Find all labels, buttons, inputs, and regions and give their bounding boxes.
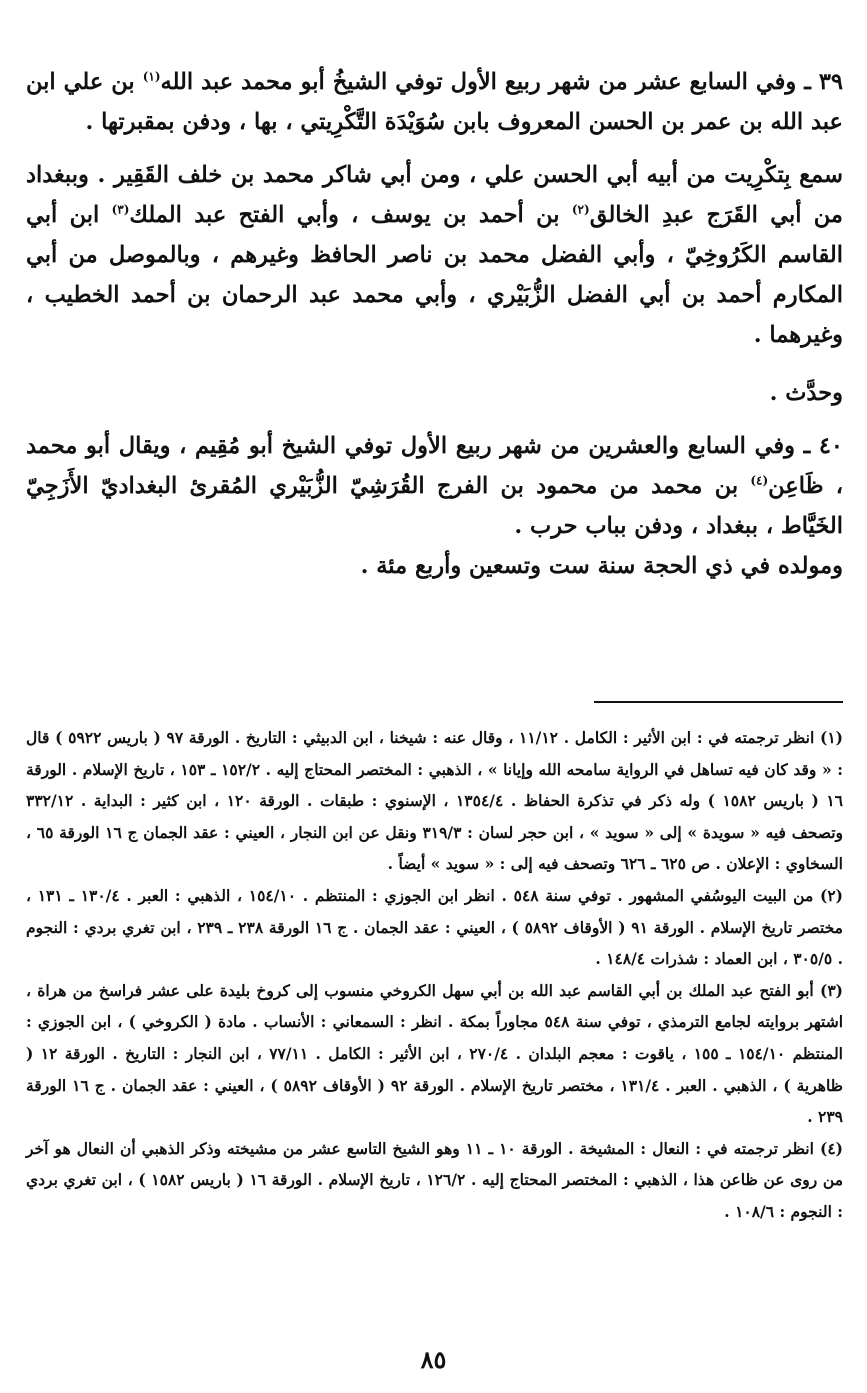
main-text [26, 62, 843, 586]
footnote [26, 722, 843, 880]
footnote [26, 880, 843, 975]
footnote-ref-2: (٢) [571, 202, 590, 217]
entry-text: بن علي ابن عبد الله بن عمر بن الحسن المعروف بابن سُوَيْدَة التَّكْرِيتي ، بها ، ودفن بمقبرتها . [26, 69, 843, 135]
footnote-marker: (٣) [819, 980, 843, 1000]
entry-text: بن محمد من محمود بن الفرج القُرَشِيّ الزُّبَيْري المُقرئ البغداديّ الأَزَجِيّ الخَيَّاط ، ببغداد ، ودفن بباب حرب . [26, 473, 843, 539]
entry-text: ـ وفي السابع عشر من شهر ربيع الأول توفي الشيخُ أبو محمد عبد الله [160, 69, 811, 95]
footnotes [26, 722, 843, 1228]
entry-text: بن أحمد بن يوسف ، وأبي الفتح عبد الملك [129, 202, 560, 228]
footnote-marker: (١) [820, 728, 844, 747]
footnote [26, 1133, 843, 1228]
entry-text: ابن أبي القاسم الكَرُوخِيّ ، وأبي الفضل محمد بن ناصر الحافظ وغيرهم ، وبالموصل من أبي المكارم أحمد بن أبي الفضل الزُّبَيْري ، وأبي محمد عبد الرحمان بن أحمد الخطيب ، وغيرهما . [26, 202, 843, 348]
entry-number: ٤٠ [818, 433, 843, 459]
footnote-text: انظر ترجمته في : ابن الأثير : الكامل . ١١/١٢ ، وقال عنه : شيخنا ، ابن الدبيثي : التاريخ . الورقة ٩٧ ( باريس ٥٩٢٢ ) قال : « وقد كان فيه تساهل في الرواية سامحه الله وإيانا » ، الذهبي : المختصر المحتاج إليه . ١٥٢/٢ ـ ١٥٣ ، تاريخ الإسلام . الورقة ١٦ ( باريس ١٥٨٢ ) وله ذكر في تذكرة الحفاظ . ١٣٥٤/٤ ، الإسنوي : طبقات . الورقة ١٢٠ ، ابن كثير : البداية . ٣٣٢/١٢ وتصحف فيه « سويدة » إلى « سويد » ، ابن حجر لسان : ٣١٩/٣ ونقل عن ابن النجار ، العيني : عقد الجمان ج ١٦ الورقة ٦٥ ، السخاوي : الإعلان . ص ٦٢٥ ـ ٦٢٦ وتصحف فيه إلى : « سويد » أيضاً . [26, 728, 844, 874]
entry-39-paragraph-1 [26, 62, 843, 142]
footnote-ref-4: (٤) [750, 473, 769, 488]
entry-39-paragraph-3: وحدَّث . [769, 380, 843, 406]
footnote-ref-3: (٣) [111, 202, 130, 217]
entry-39-paragraph-2 [26, 155, 843, 355]
footnote-text: من البيت اليوسُفي المشهور . توفي سنة ٥٤٨ . انظر ابن الجوزي : المنتظم . ١٥٤/١٠ ، الذهبي : العبر . ١٣٠/٤ ـ ١٣١ ، مختصر تاريخ الإسلام . الورقة ٩١ ( الأوقاف ٥٨٩٢ ) ، العيني : عقد الجمان . ج ١٦ الورقة ٢٣٨ ـ ٢٣٩ ، ابن تغري بردي : النجوم . ٣٠٥/٥ ، ابن العماد : شذرات ١٤٨/٤ . [26, 885, 843, 969]
footnote-marker: (٤) [819, 1138, 843, 1158]
entry-40-paragraph-2: ومولده في ذي الحجة سنة ست وتسعين وأربع مئة . [360, 553, 843, 579]
footnote-text: أبو الفتح عبد الملك بن أبي القاسم عبد الله بن أبي سهل الكروخي منسوب إلى كروخ بليدة على عشر فراسخ من هراة ، اشتهر بروايته لجامع الترمذي ، توفي سنة ٥٤٨ مجاوراً بمكة . انظر : السمعاني : الأنساب . مادة ( الكروخي ) ، ابن الجوزي : المنتظم ١٥٤/١٠ ـ ١٥٥ ، ياقوت : معجم البلدان . ٢٧٠/٤ ، ابن الأثير : الكامل . ٧٧/١١ ، ابن النجار : التاريخ . الورقة ١٢ ( ظاهرية ) ، الذهبي . العبر . ١٣١/٤ ، مختصر تاريخ الإسلام . الورقة ٩٢ ( الأوقاف ٥٨٩٢ ) ، العيني : عقد الجمان . ج ١٦ الورقة ٢٣٩ . [26, 980, 844, 1127]
entry-40-paragraph-1 [26, 426, 843, 546]
entry-text: سمع بِتكْرِيت من أبيه أبي الحسن علي ، ومن أبي شاكر محمد بن خلف القَقِير . وببغداد من أبي القَرَج عبدِ الخالق [26, 162, 843, 228]
entry-number: ٣٩ [818, 69, 843, 95]
footnote-marker: (٢) [819, 885, 843, 905]
page-number: ٨٥ [420, 1345, 447, 1374]
entry-text: ـ وفي السابع والعشرين من شهر ربيع الأول توفي الشيخ أبو مُقِيم ، ويقال أبو محمد ، ظَاعِن [26, 433, 843, 499]
footnote-divider [594, 701, 843, 703]
footnote-text: انظر ترجمته في : النعال : المشيخة . الورقة ١٠ ـ ١١ وهو الشيخ التاسع عشر من مشيخته وذكر الذهبي أن النعال هو آخر من روى عن ظاعن هذا ، الذهبي : المختصر المحتاج إليه . ١٢٦/٢ ، تاريخ الإسلام . الورقة ١٦ ( باريس ١٥٨٢ ) ، ابن تغري بردي : النجوم : ١٠٨/٦ . [26, 1138, 843, 1221]
footnote [26, 975, 843, 1133]
footnote-ref-1: (١) [142, 69, 161, 84]
